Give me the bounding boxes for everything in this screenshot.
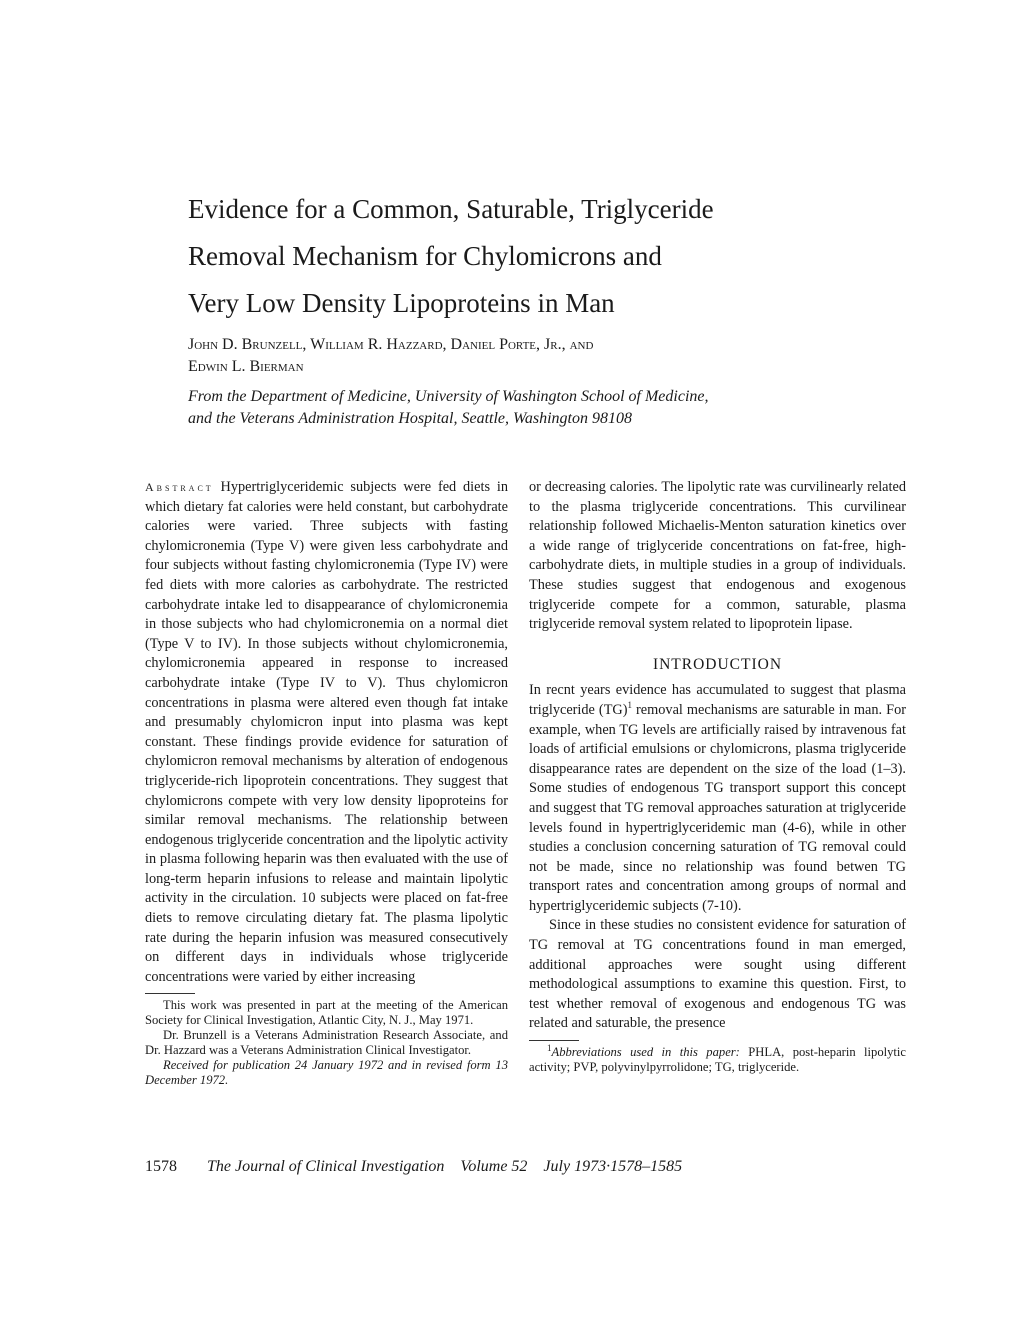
- abstract-label: Abstract: [145, 480, 214, 494]
- author-line-1: John D. Brunzell, William R. Hazzard, Daniel Porte, Jr., and: [188, 336, 594, 353]
- footnote-divider-right: [529, 1040, 579, 1041]
- author-line-2: Edwin L. Bierman: [188, 358, 304, 375]
- abstract-continuation: or decreasing calories. The lipolytic rate was curvilinearly related to the plasma triglyceride concentrations. This curvilinear relationship followed Michaelis-Menton saturation kinetics over a wide range of triglyceride concentrations on fat-free, high-carbohydrate diets, in multiple studies in a group of individuals. These studies suggest that endogenous and exogenous triglyceride compete for a common, saturable, plasma triglyceride removal system related to lipoprotein lipase.: [529, 479, 906, 633]
- affiliation-line-1: From the Department of Medicine, University of Washington School of Medicine,: [188, 388, 709, 405]
- footnote-presentation: This work was presented in part at the meeting of the American Society for Clinical Investigation, Atlantic City, N. J., May 1971.: [145, 998, 508, 1028]
- page-number: 1578: [145, 1158, 177, 1175]
- author-list: [188, 334, 828, 378]
- footnote-mark: 1: [547, 1042, 552, 1053]
- left-footnotes: [145, 998, 508, 1088]
- title-line-3: Very Low Density Lipoproteins in Man: [188, 288, 615, 318]
- footnote-abbreviations: [529, 1042, 907, 1075]
- left-column: [145, 478, 508, 1088]
- affiliation-line-2: and the Veterans Administration Hospital, Seattle, Washington 98108: [188, 410, 632, 427]
- affiliation: [188, 386, 828, 430]
- footnote-abbreviations-text: PHLA, post-heparin lipolytic activity; PVP, polyvinylpyrrolidone; TG, triglyceride.: [529, 1045, 907, 1075]
- footnote-abbreviations-label: Abbreviations used in this paper:: [551, 1045, 740, 1060]
- title-line-2: Removal Mechanism for Chylomicrons and: [188, 241, 662, 271]
- journal-volume: Volume 52: [460, 1158, 528, 1175]
- running-footer: [145, 1158, 845, 1176]
- right-column: [529, 478, 906, 1075]
- journal-name: The Journal of Clinical Investigation: [207, 1158, 445, 1175]
- footnote-marker: 1: [627, 700, 633, 711]
- right-footnotes: [529, 1042, 907, 1075]
- footnote-divider: [145, 993, 195, 994]
- footnote-positions: Dr. Brunzell is a Veterans Administration Research Associate, and Dr. Hazzard was a Veterans Administration Clinical Investigator.: [145, 1028, 508, 1058]
- footnote-received: Received for publication 24 January 1972 and in revised form 13 December 1972.: [145, 1058, 508, 1088]
- paper-title: [188, 186, 828, 327]
- intro-paragraph-1-start: In recnt years evidence has accumulated to suggest that plasma triglyceride (TG): [529, 682, 906, 718]
- intro-paragraph-2: Since in these studies no consistent evidence for saturation of TG removal at TG concentrations found in man emerged, additional approaches were sought using different methodological assumptions to examine this question. First, to test whether removal of exogenous and endogenous TG was related and saturable, the presence: [529, 917, 906, 1032]
- journal-issue: July 1973·1578–1585: [543, 1158, 683, 1175]
- title-line-1: Evidence for a Common, Saturable, Triglyceride: [188, 194, 714, 224]
- section-heading-introduction: INTRODUCTION: [652, 655, 783, 673]
- abstract-text-left: Hypertriglyceridemic subjects were fed diets in which dietary fat calories were held constant, but carbohydrate calories were varied. Three subjects with fasting chylomicronemia (Type V) were given less carbohydrate and four subjects without fasting chylomicronemia (Type IV) were fed diets with more calories as carbohydrate. The restricted carbohydrate intake led to disappearance of chylomicronemia in those subjects who had chylomicronemia on a normal diet (Type V to IV). In those subjects without chylomicronemia, chylomicronemia appeared in response to increased carbohydrate intake (Type IV to V). Thus chylomicron concentrations in plasma were altered even though fat intake and presumably chylomicron input into plasma was kept constant. These findings provide evidence for saturation of chylomicron removal mechanisms by alteration of endogenous triglyceride-rich lipoprotein concentrations. They suggest that chylomicrons compete with very low density lipoproteins for similar removal mechanisms. The relationship between endogenous triglyceride concentration and the lipolytic activity in plasma following heparin was then evaluated with the use of long-term heparin infusions to release and maintain lipolytic activity in the circulation. 10 subjects were placed on fat-free diets to remove circulating dietary fat. The plasma lipolytic rate during the heparin infusion was measured consecutively on different days in individuals whose triglyceride concentrations were varied by either increasing: [145, 479, 508, 985]
- intro-paragraph-1: [529, 681, 906, 916]
- abstract-paragraph: [145, 478, 508, 987]
- intro-paragraph-1-rest: removal mechanisms are saturable in man. For example, when TG levels are artificially raised by intravenous fat loads of artificial emulsions or chylomicrons, plasma triglyceride disappearance rates are dependent on the size of the load (1–3). Some studies of endogenous TG transport support this concept and suggest that TG removal approaches saturation at triglyceride levels found in hypertriglyceridemic man (4-6), while in other studies a conclusion concerning saturation of TG removal could not be made, since no relationship was found betwen TG transport rates and concentration among groups of normal and hypertriglyceridemic subjects (7-10).: [529, 701, 907, 914]
